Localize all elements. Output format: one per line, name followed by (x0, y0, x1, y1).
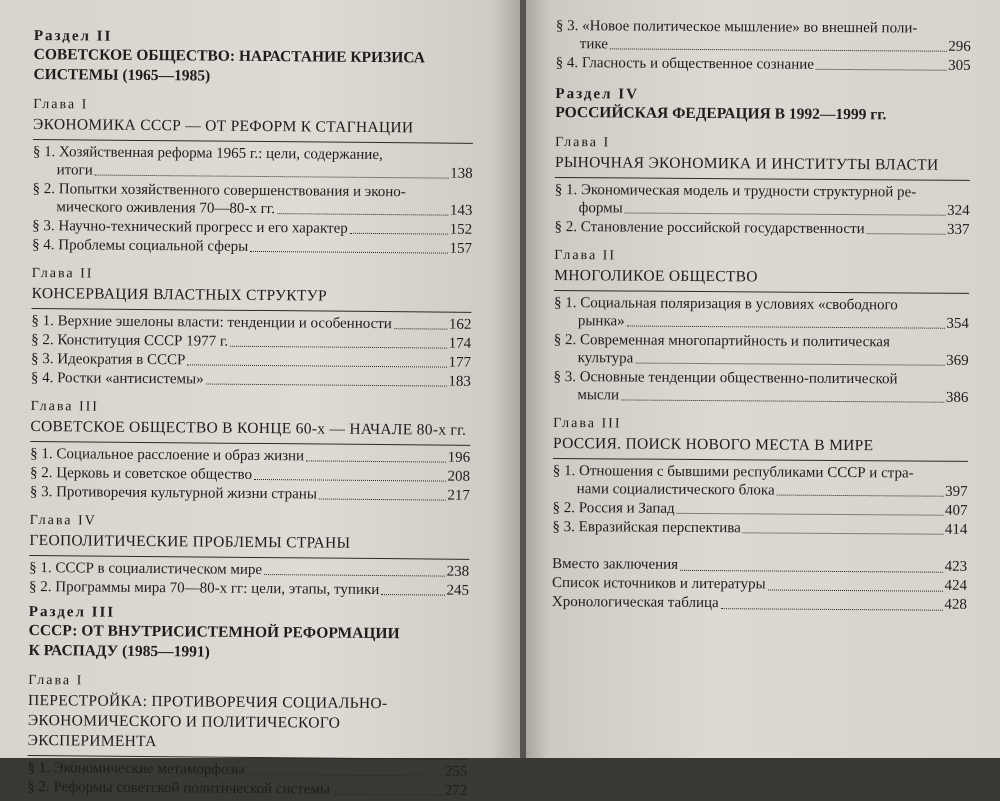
toc-entry[interactable]: § 4. Проблемы социальной сферы 157 (31, 236, 473, 257)
page-number: 397 (945, 483, 968, 500)
page-number: 208 (447, 468, 471, 485)
page-number: 177 (448, 354, 472, 371)
page-number: 196 (447, 449, 471, 466)
page-number: 138 (450, 165, 473, 182)
chapter-title: ЭКОНОМИКА СССР — ОТ РЕФОРМ К СТАГНАЦИИ (33, 115, 414, 137)
section-title: РОССИЙСКАЯ ФЕДЕРАЦИЯ В 1992—1999 гг. (555, 103, 887, 124)
page-number: 255 (444, 763, 468, 780)
page-number: 296 (948, 38, 971, 55)
chapter-title: ГЕОПОЛИТИЧЕСКИЕ ПРОБЛЕМЫ СТРАНЫ (29, 531, 351, 552)
page-number: 354 (946, 315, 969, 332)
section-title: СССР: ОТ ВНУТРИСИСТЕМНОЙ РЕФОРМАЦИИ К РАСПАДУ (1985—1991) (28, 621, 400, 661)
divider (555, 177, 970, 181)
chapter-label: Глава III (553, 415, 622, 432)
toc-entry-chronology[interactable]: Хронологическая таблица 428 (551, 593, 967, 613)
section-label: Раздел IV (555, 85, 640, 103)
page-number: 305 (948, 57, 971, 74)
toc-entry[interactable]: § 2. Россия и Запад 407 (552, 499, 968, 519)
right-page (526, 0, 1000, 758)
chapter-title: КОНСЕРВАЦИЯ ВЛАСТНЫХ СТРУКТУР (31, 284, 327, 305)
left-toc-column (27, 20, 474, 801)
chapter-title: РОССИЯ. ПОИСК НОВОГО МЕСТА В МИРЕ (552, 434, 874, 455)
section-label: Раздел III (28, 603, 116, 621)
page-number: 162 (448, 316, 472, 333)
toc-entry-conclusion[interactable]: Вместо заключения 423 (552, 555, 968, 575)
toc-entry[interactable]: § 1. Отношения с бывшими республиками СССР и стра- нами социалистического блока 397 (552, 462, 968, 500)
chapter-title: МНОГОЛИКОЕ ОБЩЕСТВО (554, 266, 758, 286)
section-title: СОВЕТСКОЕ ОБЩЕСТВО: НАРАСТАНИЕ КРИЗИСА СИСТЕМЫ (1965—1985) (33, 45, 426, 85)
toc-entry[interactable]: § 2. Современная многопартийность и политическая культура 369 (553, 331, 969, 369)
toc-entry[interactable]: § 1. Социальное расслоение и образ жизни 196 (30, 445, 471, 466)
right-toc-column (552, 16, 971, 615)
page-number: 407 (944, 502, 968, 519)
page-number: 386 (945, 389, 969, 406)
toc-entry[interactable]: § 1. Экономическая модель и трудности структурной ре- формы 324 (554, 181, 970, 219)
divider (553, 458, 968, 462)
chapter-label: Глава II (31, 265, 94, 282)
toc-entry[interactable]: § 3. Основные тенденции общественно-политической мысли 386 (553, 368, 969, 406)
page-number: 428 (944, 596, 967, 613)
page-number: 337 (946, 221, 970, 238)
toc-entry[interactable]: § 3. Евразийская перспектива 414 (552, 518, 968, 538)
chapter-label: Глава IV (29, 512, 97, 529)
page-number: 217 (447, 487, 470, 504)
page-number: 157 (449, 240, 473, 257)
page-number: 143 (449, 202, 473, 219)
toc-entry[interactable]: § 2. Программы мира 70—80-х гг: цели, этапы, тупики 245 (28, 578, 470, 599)
page-number: 424 (944, 577, 968, 594)
toc-entry[interactable]: § 1. Хозяйственная реформа 1965 г.: цели, содержание, итоги 138 (32, 143, 473, 182)
toc-entry[interactable]: § 1. Социальная поляризация в условиях «свободного рынка» 354 (553, 294, 969, 332)
page-number: 245 (446, 582, 470, 599)
page-number: 272 (444, 782, 468, 799)
toc-entry[interactable]: § 3. Научно-технический прогресс и его характер 152 (32, 217, 473, 238)
toc-entry[interactable]: § 1. СССР в социалистическом мире 238 (29, 559, 470, 580)
chapter-title: ПЕРЕСТРОЙКА: ПРОТИВОРЕЧИЯ СОЦИАЛЬНО- ЭКОНОМИЧЕСКОГО И ПОЛИТИЧЕСКОГО ЭКСПЕРИМЕНТА (27, 691, 388, 751)
toc-entry[interactable]: § 3. Идеократия в СССР 177 (30, 350, 472, 371)
chapter-label: Глава I (33, 96, 89, 113)
page-number: 414 (944, 521, 968, 538)
toc-entry[interactable]: § 2. Церковь и советское общество 208 (29, 464, 471, 485)
page-number: 423 (944, 558, 968, 575)
chapter-title: РЫНОЧНАЯ ЭКОНОМИКА И ИНСТИТУТЫ ВЛАСТИ (554, 153, 939, 174)
toc-entry[interactable]: § 2. Становление российской государственности 337 (554, 218, 970, 238)
toc-entry-sources[interactable]: Список источников и литературы 424 (551, 574, 968, 594)
chapter-label: Глава I (555, 134, 611, 151)
page-number: 183 (448, 373, 471, 390)
toc-entry[interactable]: § 3. «Новое политическое мышление» во внешней поли- тике 296 (555, 17, 971, 55)
toc-entry[interactable]: § 1. Верхние эшелоны власти: тенденции и особенности 162 (31, 312, 472, 333)
toc-entry[interactable]: § 4. Гласность и общественное сознание 305 (555, 54, 971, 74)
toc-entry[interactable]: § 3. Противоречия культурной жизни страны 217 (29, 483, 470, 504)
page-number: 369 (946, 352, 969, 369)
toc-entry[interactable]: § 4. Ростки «антисистемы» 183 (30, 369, 471, 390)
page-number: 152 (449, 221, 473, 238)
toc-entry[interactable]: § 2. Реформы советской политической системы 272 (27, 778, 468, 799)
chapter-label: Глава I (28, 672, 84, 689)
chapter-title: СОВЕТСКОЕ ОБЩЕСТВО В КОНЦЕ 60-х — НАЧАЛЕ 80-х гг. (30, 417, 467, 439)
toc-entry[interactable]: § 2. Конституция СССР 1977 г. 174 (31, 331, 472, 352)
section-label: Раздел II (33, 27, 113, 45)
page-number: 174 (448, 335, 472, 352)
toc-entry[interactable]: § 2. Попытки хозяйственного совершенствования и эконо- мического оживления 70—80-х гг. 143 (32, 180, 473, 219)
page-number: 238 (446, 563, 470, 580)
toc-entry[interactable]: § 1. Экономические метаморфозы 255 (27, 759, 468, 780)
divider (554, 290, 969, 294)
page-number: 324 (947, 202, 970, 219)
chapter-label: Глава II (554, 247, 617, 264)
chapter-label: Глава III (30, 398, 100, 415)
